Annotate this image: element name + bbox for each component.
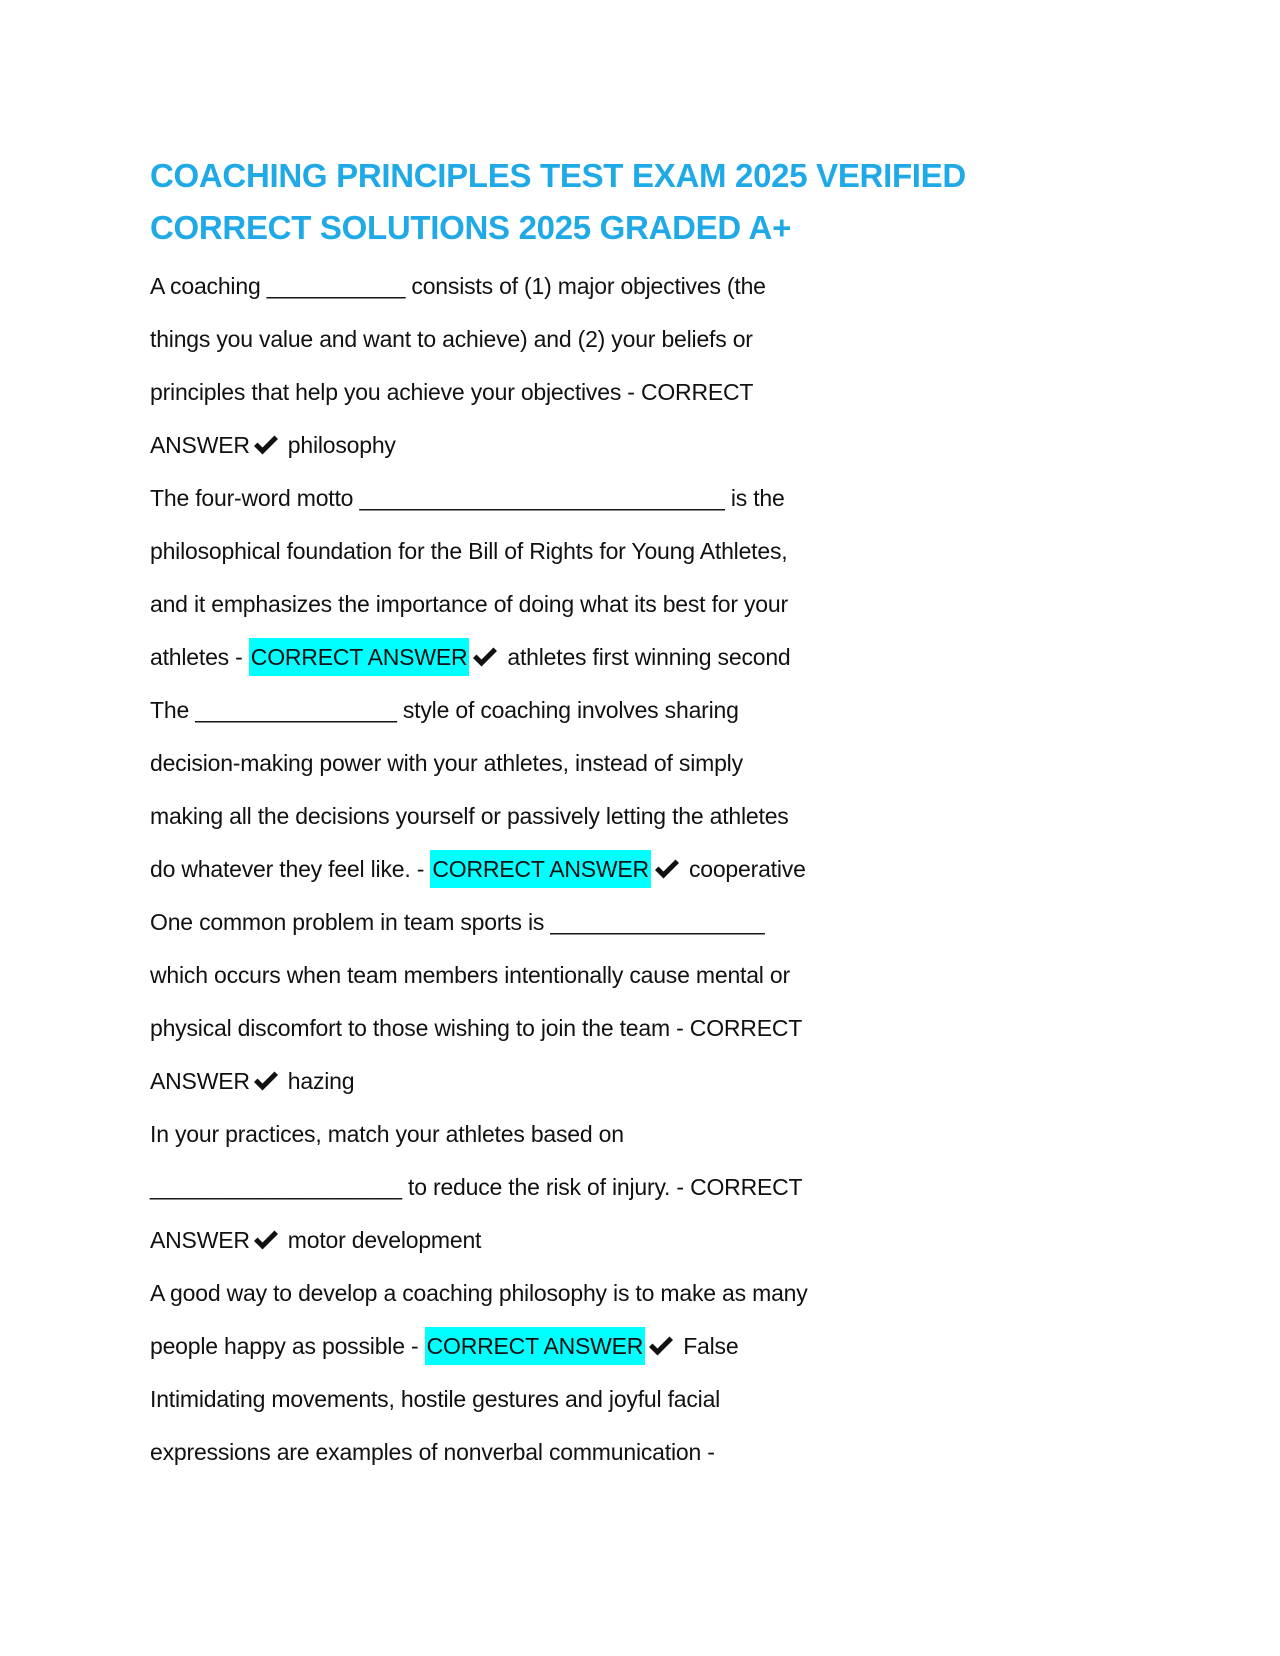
- line-text: principles that help you achieve your objectives - CORRECT: [150, 379, 754, 405]
- text-line: [150, 419, 1150, 472]
- text-line: [150, 1002, 1150, 1055]
- text-line: [150, 843, 1150, 896]
- text-line: [150, 1320, 1150, 1373]
- line-text: One common problem in team sports is _________________: [150, 909, 765, 935]
- line-text: A coaching ___________ consists of (1) major objectives (the: [150, 273, 766, 299]
- text-line: [150, 949, 1150, 1002]
- line-text: ANSWER: [150, 1227, 250, 1253]
- text-line: [150, 790, 1150, 843]
- document-body: [150, 260, 1150, 1479]
- text-line: [150, 1161, 1150, 1214]
- line-text: expressions are examples of nonverbal communication -: [150, 1439, 715, 1465]
- line-text: do whatever they feel like. -: [150, 856, 431, 882]
- line-text: ANSWER: [150, 432, 250, 458]
- answer-text: athletes first winning second: [507, 644, 791, 670]
- text-line: [150, 1108, 1150, 1161]
- document-title-line-2: CORRECT SOLUTIONS 2025 GRADED A+: [150, 209, 792, 246]
- line-text: things you value and want to achieve) and (2) your beliefs or: [150, 326, 753, 352]
- document-title: [150, 150, 1150, 254]
- check-mark-icon: [647, 1335, 675, 1357]
- answer-text: cooperative: [688, 856, 806, 882]
- document-page: [150, 150, 1150, 1479]
- answer-label-highlighted: CORRECT ANSWER: [249, 638, 470, 676]
- line-text: The ________________ style of coaching involves sharing: [150, 697, 739, 723]
- line-text: physical discomfort to those wishing to join the team - CORRECT: [150, 1015, 803, 1041]
- text-line: [150, 366, 1150, 419]
- line-text: people happy as possible -: [150, 1333, 425, 1359]
- line-text: decision-making power with your athletes, instead of simply: [150, 750, 743, 776]
- line-text: philosophical foundation for the Bill of Rights for Young Athletes,: [150, 538, 788, 564]
- text-line: [150, 1214, 1150, 1267]
- check-mark-icon: [252, 434, 280, 456]
- line-text: ____________________ to reduce the risk of injury. - CORRECT: [150, 1174, 803, 1200]
- check-mark-icon: [252, 1229, 280, 1251]
- answer-label-highlighted: CORRECT ANSWER: [425, 1327, 646, 1365]
- text-line: [150, 525, 1150, 578]
- line-text: ANSWER: [150, 1068, 250, 1094]
- answer-text: motor development: [287, 1227, 482, 1253]
- answer-text: False: [683, 1333, 739, 1359]
- text-line: [150, 684, 1150, 737]
- text-line: [150, 737, 1150, 790]
- text-line: [150, 472, 1150, 525]
- line-text: Intimidating movements, hostile gestures and joyful facial: [150, 1386, 721, 1412]
- line-text: The four-word motto _____________________________ is the: [150, 485, 785, 511]
- text-line: [150, 1373, 1150, 1426]
- text-line: [150, 631, 1150, 684]
- text-line: [150, 578, 1150, 631]
- check-mark-icon: [471, 646, 499, 668]
- answer-label-highlighted: CORRECT ANSWER: [430, 850, 651, 888]
- text-line: [150, 1267, 1150, 1320]
- line-text: and it emphasizes the importance of doing what its best for your: [150, 591, 788, 617]
- text-line: [150, 1426, 1150, 1479]
- line-text: A good way to develop a coaching philosophy is to make as many: [150, 1280, 808, 1306]
- answer-text: philosophy: [287, 432, 396, 458]
- line-text: making all the decisions yourself or passively letting the athletes: [150, 803, 789, 829]
- text-line: [150, 260, 1150, 313]
- line-text: In your practices, match your athletes based on: [150, 1121, 624, 1147]
- check-mark-icon: [252, 1070, 280, 1092]
- answer-text: hazing: [287, 1068, 355, 1094]
- text-line: [150, 313, 1150, 366]
- document-title-line-1: COACHING PRINCIPLES TEST EXAM 2025 VERIFIED: [150, 157, 966, 194]
- line-text: which occurs when team members intentionally cause mental or: [150, 962, 790, 988]
- check-mark-icon: [653, 858, 681, 880]
- text-line: [150, 896, 1150, 949]
- text-line: [150, 1055, 1150, 1108]
- line-text: athletes -: [150, 644, 249, 670]
